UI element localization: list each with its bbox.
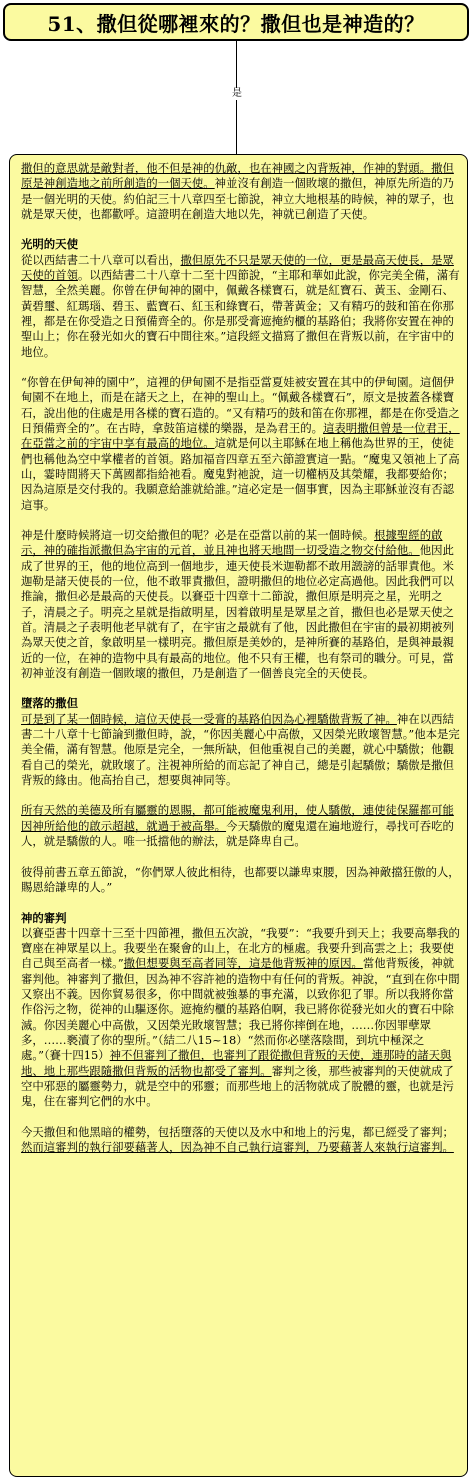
answer-paragraph <box>21 161 460 222</box>
answer-paragraph <box>21 375 460 513</box>
paragraph-spacer <box>21 360 460 375</box>
title-node <box>3 3 469 41</box>
answer-text <box>21 161 460 1155</box>
paragraph-text: 今天撒但和他黑暗的權勢，包括墮落的天使以及水中和地上的污鬼，都已經受了審判； <box>21 1124 454 1139</box>
section-heading: 墮落的撒但 <box>21 696 78 711</box>
paragraph-text: 。以西結書二十八章十二至十四節說，“主耶和華如此說，你完美全備，滿有智慧，全然美麗。你曾在伊甸神的園中，佩戴各樣寶石，就是紅寶石、黃玉、金剛石、黃碧璽、紅瑪瑙、碧玉、藍寶石、紅玉和綠寶石，帶著黃金；又有精巧的鼓和笛在你那裡，都是在你受造之日預備齊全的。你是那受膏遮掩約櫃的基路伯；我將你安置在神的聖山上；你在發光如火的寶石中間往來。”這段經文描寫了撒但在背叛以前，在宇宙中的地位。 <box>21 268 460 359</box>
section-heading: 神的審判 <box>21 910 67 925</box>
paragraph-spacer <box>21 681 460 696</box>
underlined-text: 這表明撒但曾是一位君王，在亞當之前的宇宙中享有最高的地位。 <box>21 421 460 451</box>
paragraph-text: 當他背叛後，神就審判他。神審判了撒但，因為神不容許祂的造物中有任何的背叛。神說，“直到在你中間又察出不義。因你貿易很多，你中間就被強暴的事充滿，以致你犯了罪。所以我將你當作俗污之物，從神的山驅逐你。遮掩約櫃的基路伯啊，我已將你從發光如火的寶石中除滅。你因美麗心中高傲，又因榮光敗壞智慧；我已將你摔倒在地，……你因罪孽眾多，……褻瀆了你的聖所。”（結二八15~18）“然而你必墜落陰間，到坑中極深之處。”（賽十四15） <box>21 956 460 1063</box>
paragraph-spacer <box>21 895 460 910</box>
underlined-text: 根據聖經的啟示，神的確指派撒但為宇宙的元首，並且神也將天地間一切受造之物交付給他。 <box>21 528 443 558</box>
section-heading: 光明的天使 <box>21 237 78 252</box>
underlined-text: 撒但想要與至高者同等，這是他背叛神的原因。 <box>123 956 363 971</box>
answer-paragraph <box>21 865 460 896</box>
answer-paragraph <box>21 528 460 681</box>
paragraph-text: 彼得前書五章五節說，“你們眾人彼此相待，也都要以謙卑束腰，因為神敵擋狂傲的人，賜恩給謙卑的人。” <box>21 864 460 894</box>
paragraph-text: “你曾在伊甸神的園中”，這裡的伊甸園不是指亞當夏娃被安置在其中的伊甸園。這個伊甸園不在地上，而是在諸天之上，在神的聖山上。“佩戴各樣寶石”，原文是披蓋各樣寶石，說出他的住處是用各樣的寶石造的。“又有精巧的鼓和笛在你那裡，都是在你受造之日預備齊全的”。在古時，拿鼓笛這樣的樂器，是為君王的。 <box>21 375 460 436</box>
paragraph-spacer <box>21 222 460 237</box>
connector-label: 是 <box>226 88 248 100</box>
paragraph-text: 審判之後，那些被審判的天使就成了空中邪惡的屬靈勢力，就是空中的邪靈；而那些地上的活物就成了脫體的靈，也就是污鬼，住在審判它們的水中。 <box>21 1063 454 1109</box>
answer-node <box>9 154 468 1477</box>
question-title: 51、撒但從哪裡來的？撒但也是神造的？ <box>47 11 425 36</box>
answer-paragraph <box>21 253 460 360</box>
underlined-text: 神不但審判了撒但，也審判了跟從撒但背叛的天使，連那時的諸天與地、地上那些跟隨撒但背叛的活物也都受了審判。 <box>21 1048 452 1078</box>
paragraph-spacer <box>21 788 460 803</box>
paragraph-text: 神在以西結書二十八章十七節論到撒但時，說，“你因美麗心中高傲，又因榮光敗壞智慧。”他本是完美全備，滿有智慧。他原是完全，一無所缺，但他重視自己的美麗，就心中驕傲；他觀看自己的榮光，就敗壞了。注視神所給的而忘記了神自己，總是引起驕傲；驕傲是撒但背叛的緣由。他高抬自己，想要與神同等。 <box>21 711 460 787</box>
paragraph-text: 神是什麼時候將這一切交給撒但的呢？必是在亞當以前的某一個時候。 <box>21 528 375 543</box>
paragraph-text: 從以西結書二十八章可以看出， <box>21 252 181 267</box>
connector-line-top <box>236 41 237 88</box>
paragraph-text: 以賽亞書十四章十三至十四節裡，撒但五次說，“我要”：“我要升到天上；我要高舉我的寶座在神眾星以上。我要坐在聚會的山上，在北方的極處。我要升到高雲之上；我要使自己與至高者一樣。” <box>21 925 460 971</box>
answer-paragraph <box>21 803 460 849</box>
underlined-text: 然而這審判的執行卻要藉著人，因為神不自己執行這審判，乃要藉著人來執行這審判。 <box>21 1140 454 1154</box>
paragraph-text: 他因此成了世界的王，他的地位高到一個地步，連天使長米迦勒都不敢用譭謗的話罪責他。米迦勒是諸天使長的一位，他不敢罪責撒但，證明撒但的地位必定高過他。因此我們可以推論，撒但必是最高的天使長。以賽亞十四章十二節說，撒但原是明亮之星，光明之子，清晨之子。明亮之星就是指啟明星，因着啟明星是眾星之首，撒但也必是眾天使之首。清晨之子表明他老早就有了，在宇宙之最就有了他，因此撒但在宇宙的最初期被列為眾天使之首，象啟明星一樣明亮。撒但原是美妙的，是神所賽的基路伯，是與神最親近的一位，在神的造物中具有最高的地位。他不只有王權，也有祭司的職分。可見，當初神並沒有創造一個敗壞的撒但，乃是創造了一個善良完全的天使長。 <box>21 543 454 680</box>
underlined-text: 撒但的意思就是敵對者，他不但是神的仇敵，也在神國之內背叛神，作神的對頭。撒但原是神創造地之前所創造的一個天使。 <box>21 161 454 191</box>
connector-line-bottom <box>236 100 237 154</box>
underlined-text: 所有天然的美德及所有屬靈的恩賜，都可能被魔鬼利用，使人驕傲，連使徒保羅都可能因神所給他的啟示超越，就過于被高舉。 <box>21 803 454 833</box>
paragraph-spacer <box>21 513 460 528</box>
underlined-text: 可是到了某一個時候，這位天使長一受膏的基路伯因為心裡驕傲背叛了神。 <box>21 711 397 726</box>
answer-paragraph <box>21 1125 460 1156</box>
paragraph-spacer <box>21 849 460 864</box>
paragraph-spacer <box>21 1109 460 1124</box>
paragraph-text: 今天驕傲的魔鬼還在遍地遊行，尋找可吞吃的人，就是驕傲的人。唯一抵擋他的辦法，就是降卑自己。 <box>21 818 454 849</box>
paragraph-text: 這就是何以主耶穌在地上稱他為世界的王，使徒們也稱他為空中掌權者的首領。路加福音四章五至六節證實這一點。“魔鬼又領祂上了高山，霎時間將天下萬國都指給祂看。魔鬼對祂說，這一切權柄及其榮耀，我都要給你；因為這原是交付我的。我願意給誰就給誰。”這必定是一個事實，因為主耶穌並沒有否認這事。 <box>21 436 460 512</box>
paragraph-text: 神並沒有創造一個敗壞的撒但，神原先所造的乃是一個光明的天使。約伯記三十八章四至七節說，神立大地根基的時候，神的眾子，也就是眾天使，也都歡呼。這證明在創造大地以先，神就已創造了天使。 <box>21 176 454 221</box>
answer-paragraph <box>21 926 460 1110</box>
underlined-text: 撒但原先不只是眾天使的一位，更是最高天使長，是眾天使的首領 <box>21 252 454 283</box>
answer-paragraph <box>21 712 460 788</box>
